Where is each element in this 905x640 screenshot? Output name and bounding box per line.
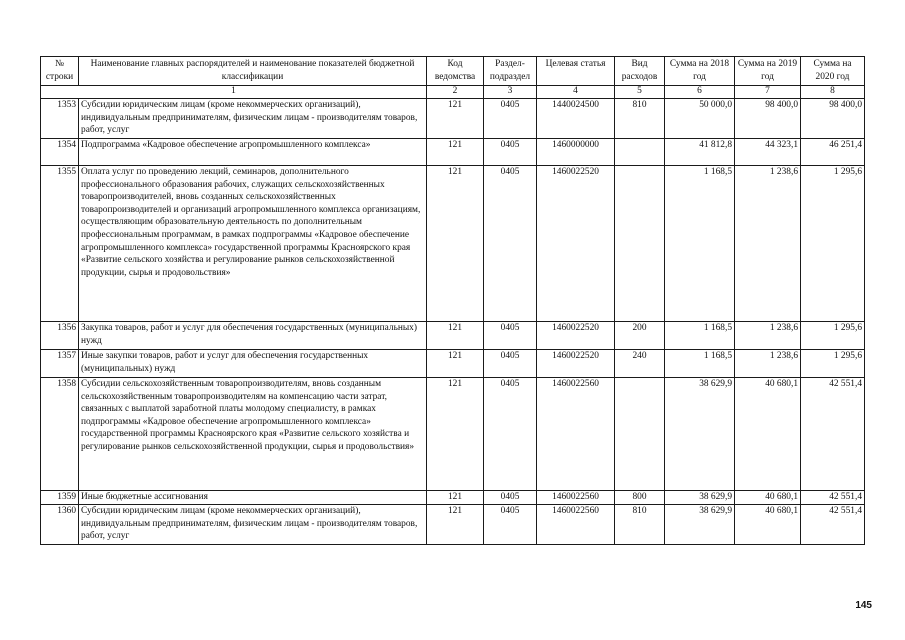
row-name: Закупка товаров, работ и услуг для обеспечения государственных (муниципальных) нужд bbox=[79, 322, 427, 350]
row-sum-2020: 42 551,4 bbox=[801, 491, 865, 505]
row-sum-2019: 1 238,6 bbox=[735, 166, 801, 322]
row-section: 0405 bbox=[484, 166, 537, 322]
row-sum-2020: 42 551,4 bbox=[801, 378, 865, 491]
row-sum-2019: 40 680,1 bbox=[735, 378, 801, 491]
row-sum-2018: 38 629,9 bbox=[665, 491, 735, 505]
header-row bbox=[41, 57, 865, 86]
row-section: 0405 bbox=[484, 491, 537, 505]
row-sum-2018: 41 812,8 bbox=[665, 139, 735, 166]
row-target: 1460022520 bbox=[537, 166, 615, 322]
row-section: 0405 bbox=[484, 139, 537, 166]
row-type: 200 bbox=[615, 322, 665, 350]
row-target: 1460022520 bbox=[537, 322, 615, 350]
row-sum-2020: 1 295,6 bbox=[801, 350, 865, 378]
column-number: 3 bbox=[484, 86, 537, 99]
row-target: 1460000000 bbox=[537, 139, 615, 166]
row-section: 0405 bbox=[484, 322, 537, 350]
header-sum-2018: Сумма на 2018 год bbox=[665, 57, 735, 86]
table-row bbox=[41, 322, 865, 350]
header-dept: Код ведомства bbox=[427, 57, 484, 86]
row-dept: 121 bbox=[427, 350, 484, 378]
header-row-no: № строки bbox=[41, 57, 79, 86]
row-sum-2019: 1 238,6 bbox=[735, 322, 801, 350]
column-number: 6 bbox=[665, 86, 735, 99]
table-row bbox=[41, 491, 865, 505]
row-dept: 121 bbox=[427, 166, 484, 322]
row-sum-2020: 42 551,4 bbox=[801, 505, 865, 545]
row-number: 1357 bbox=[41, 350, 79, 378]
row-section: 0405 bbox=[484, 378, 537, 491]
row-sum-2018: 38 629,9 bbox=[665, 378, 735, 491]
column-number: 2 bbox=[427, 86, 484, 99]
row-section: 0405 bbox=[484, 350, 537, 378]
row-section: 0405 bbox=[484, 99, 537, 139]
row-type: 240 bbox=[615, 350, 665, 378]
row-sum-2019: 40 680,1 bbox=[735, 505, 801, 545]
row-sum-2018: 50 000,0 bbox=[665, 99, 735, 139]
header-exp-type: Вид расходов bbox=[615, 57, 665, 86]
header-section: Раздел-подраздел bbox=[484, 57, 537, 86]
row-name: Субсидии юридическим лицам (кроме некоммерческих организаций), индивидуальным предпринимателям, физическим лицам - производителям товаров, работ, услуг bbox=[79, 99, 427, 139]
table-row bbox=[41, 378, 865, 491]
header-sum-2019: Сумма на 2019 год bbox=[735, 57, 801, 86]
budget-table bbox=[40, 56, 865, 545]
row-sum-2019: 40 680,1 bbox=[735, 491, 801, 505]
row-name: Субсидии сельскохозяйственным товаропроизводителям, вновь созданным сельскохозяйственным товаропроизводителям на компенсацию части затрат, связанных с выплатой заработной платы молодому специалисту, в рамках подпрограммы «Кадровое обеспечение агропромышленного комплекса» государственной программы Красноярского края «Развитие сельского хозяйства и регулирование рынков сельскохозяйственной продукции, сырья и продовольствия» bbox=[79, 378, 427, 491]
row-sum-2018: 1 168,5 bbox=[665, 322, 735, 350]
row-dept: 121 bbox=[427, 322, 484, 350]
header-sum-2020: Сумма на 2020 год bbox=[801, 57, 865, 86]
row-dept: 121 bbox=[427, 378, 484, 491]
row-sum-2019: 1 238,6 bbox=[735, 350, 801, 378]
row-number: 1355 bbox=[41, 166, 79, 322]
row-sum-2020: 46 251,4 bbox=[801, 139, 865, 166]
row-name: Субсидии юридическим лицам (кроме некоммерческих организаций), индивидуальным предпринимателям, физическим лицам - производителям товаров, работ, услуг bbox=[79, 505, 427, 545]
row-number: 1359 bbox=[41, 491, 79, 505]
row-sum-2018: 1 168,5 bbox=[665, 350, 735, 378]
table-row bbox=[41, 166, 865, 322]
column-number: 4 bbox=[537, 86, 615, 99]
page-number: 145 bbox=[855, 600, 872, 611]
row-name: Подпрограмма «Кадровое обеспечение агропромышленного комплекса» bbox=[79, 139, 427, 166]
row-type bbox=[615, 166, 665, 322]
row-number: 1358 bbox=[41, 378, 79, 491]
column-number: 8 bbox=[801, 86, 865, 99]
row-type: 810 bbox=[615, 99, 665, 139]
table-row bbox=[41, 139, 865, 166]
row-dept: 121 bbox=[427, 99, 484, 139]
row-target: 1460022520 bbox=[537, 350, 615, 378]
row-name: Иные закупки товаров, работ и услуг для обеспечения государственных (муниципальных) нужд bbox=[79, 350, 427, 378]
row-sum-2019: 98 400,0 bbox=[735, 99, 801, 139]
row-name: Оплата услуг по проведению лекций, семинаров, дополнительного профессионального образования рабочих, служащих сельскохозяйственных товаропроизводителей, вновь созданных сельскохозяйственных товаропроизводителей и организаций агропромышленного комплекса организациям, осуществляющим образовательную деятельность по дополнительным профессиональным программам, в рамках подпрограммы «Кадровое обеспечение агропромышленного комплекса» государственной программы Красноярского края «Развитие сельского хозяйства и регулирование рынков сельскохозяйственной продукции, сырья и продовольствия» bbox=[79, 166, 427, 322]
row-number: 1353 bbox=[41, 99, 79, 139]
header-name: Наименование главных распорядителей и наименование показателей бюджетной классификации bbox=[79, 57, 427, 86]
row-dept: 121 bbox=[427, 505, 484, 545]
column-number: 1 bbox=[41, 86, 427, 99]
table-row bbox=[41, 99, 865, 139]
row-sum-2020: 1 295,6 bbox=[801, 166, 865, 322]
row-type bbox=[615, 139, 665, 166]
row-sum-2020: 98 400,0 bbox=[801, 99, 865, 139]
row-section: 0405 bbox=[484, 505, 537, 545]
row-sum-2020: 1 295,6 bbox=[801, 322, 865, 350]
row-target: 1460022560 bbox=[537, 378, 615, 491]
column-number-row bbox=[41, 86, 865, 99]
table-row bbox=[41, 505, 865, 545]
row-dept: 121 bbox=[427, 491, 484, 505]
column-number: 7 bbox=[735, 86, 801, 99]
row-type: 810 bbox=[615, 505, 665, 545]
row-target: 1460022560 bbox=[537, 505, 615, 545]
header-target: Целевая статья bbox=[537, 57, 615, 86]
row-type bbox=[615, 378, 665, 491]
row-type: 800 bbox=[615, 491, 665, 505]
row-target: 1460022560 bbox=[537, 491, 615, 505]
row-sum-2019: 44 323,1 bbox=[735, 139, 801, 166]
row-dept: 121 bbox=[427, 139, 484, 166]
row-sum-2018: 1 168,5 bbox=[665, 166, 735, 322]
row-name: Иные бюджетные ассигнования bbox=[79, 491, 427, 505]
row-sum-2018: 38 629,9 bbox=[665, 505, 735, 545]
table-row bbox=[41, 350, 865, 378]
row-number: 1356 bbox=[41, 322, 79, 350]
column-number: 5 bbox=[615, 86, 665, 99]
row-number: 1354 bbox=[41, 139, 79, 166]
row-number: 1360 bbox=[41, 505, 79, 545]
row-target: 1440024500 bbox=[537, 99, 615, 139]
